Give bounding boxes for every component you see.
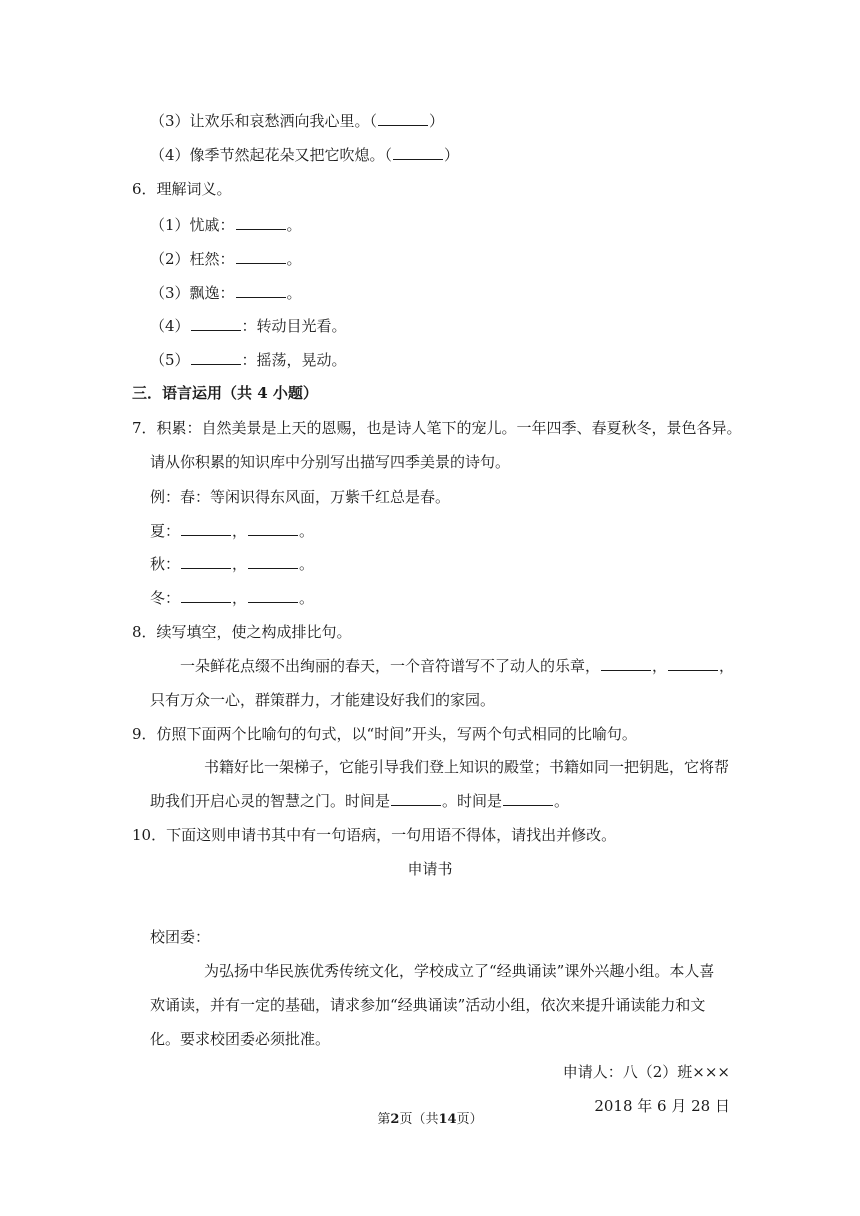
q5-item-3: （3）让欢乐和哀愁洒向我心里。（ ） (150, 112, 445, 130)
q7-line-1: 7．积累：自然美景是上天的恩赐，也是诗人笔下的宠儿。一年四季、春夏秋冬，景色各异。 (132, 419, 742, 437)
q6-title: 6．理解词义。 (132, 180, 232, 198)
q8-line-2: 只有万众一心，群策群力，才能建设好我们的家园。 (150, 691, 496, 709)
q10-title: 10．下面这则申请书其中有一句语病，一句用语不得体，请找出并修改。 (132, 826, 617, 844)
answer-blank[interactable] (393, 145, 443, 160)
q6-item-2: （2）枉然： 。 (150, 250, 302, 268)
letter-date: 2018 年 6 月 28 日 (594, 1097, 730, 1115)
q6-item-4: （4） ：转动目光看。 (150, 317, 347, 335)
answer-blank[interactable] (191, 350, 241, 365)
q6-item-3: （3）飘逸： 。 (150, 284, 302, 302)
q9-title: 9．仿照下面两个比喻句的句式，以“时间”开头，写两个句式相同的比喻句。 (132, 725, 637, 743)
letter-body-1: 为弘扬中华民族优秀传统文化，学校成立了“经典诵读”课外兴趣小组。本人喜 (204, 962, 715, 980)
answer-blank[interactable] (391, 791, 441, 806)
answer-blank[interactable] (668, 656, 718, 671)
answer-blank[interactable] (236, 249, 286, 264)
q6-item-1: （1）忧戚： 。 (150, 216, 302, 234)
section-heading: 三．语言运用（共 4 小题） (132, 384, 318, 402)
answer-blank[interactable] (378, 111, 428, 126)
letter-body-3: 化。要求校团委必须批准。 (150, 1030, 331, 1048)
q7-autumn: 秋： ， 。 (150, 555, 315, 573)
answer-blank[interactable] (181, 554, 231, 569)
q5-item-4: （4）像季节然起花朵又把它吹熄。（ ） (150, 146, 460, 164)
q7-summer: 夏： ， 。 (150, 522, 315, 540)
q9-line-1: 书籍好比一架梯子，它能引导我们登上知识的殿堂；书籍如同一把钥匙，它将帮 (204, 758, 730, 776)
page-footer: 第2页（共14页） (377, 1112, 483, 1127)
letter-body-2: 欢诵读，并有一定的基础，请求参加“经典诵读”活动小组，依次来提升诵读能力和文 (150, 996, 706, 1014)
q8-title: 8．续写填空，使之构成排比句。 (132, 623, 352, 641)
q8-line-1: 一朵鲜花点缀不出绚丽的春天，一个音符谱写不了动人的乐章， ， ， (180, 657, 735, 675)
answer-blank[interactable] (181, 588, 231, 603)
answer-blank[interactable] (236, 215, 286, 230)
letter-signer: 申请人：八（2）班××× (562, 1063, 730, 1081)
answer-blank[interactable] (191, 316, 241, 331)
answer-blank[interactable] (601, 656, 651, 671)
q7-winter: 冬： ， 。 (150, 589, 315, 607)
answer-blank[interactable] (248, 554, 298, 569)
letter-title: 申请书 (407, 860, 453, 878)
q9-line-2: 助我们开启心灵的智慧之门。时间是 。时间是 。 (150, 792, 570, 810)
answer-blank[interactable] (248, 521, 298, 536)
q7-line-2: 请从你积累的知识库中分别写出描写四季美景的诗句。 (150, 453, 511, 471)
q6-item-5: （5） ：摇荡，晃动。 (150, 351, 347, 369)
answer-blank[interactable] (236, 283, 286, 298)
letter-salutation: 校团委： (150, 928, 211, 946)
answer-blank[interactable] (503, 791, 553, 806)
q7-example: 例：春：等闲识得东风面，万紫千红总是春。 (150, 488, 451, 506)
answer-blank[interactable] (248, 588, 298, 603)
answer-blank[interactable] (181, 521, 231, 536)
